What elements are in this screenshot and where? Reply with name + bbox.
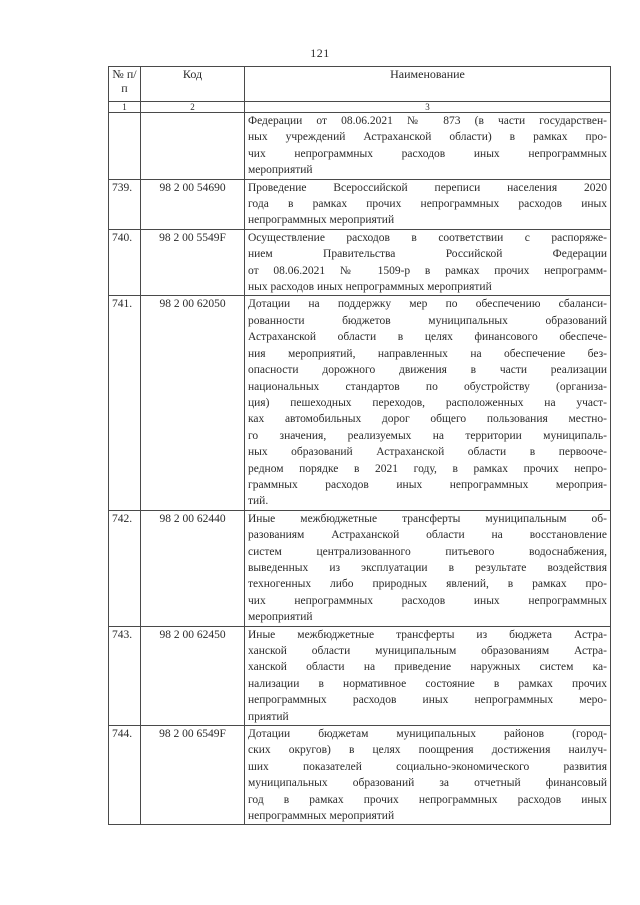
row-name-line: чих непрограммных расходов иных непрограммных xyxy=(248,594,607,607)
row-code xyxy=(141,113,245,180)
row-name-line: непрограммных мероприятий xyxy=(248,214,395,227)
header-num: № п/п xyxy=(109,67,141,102)
row-name-line: ных учреждений Астраханской области) в рамках про- xyxy=(248,131,607,144)
row-name xyxy=(245,179,611,229)
row-name-line: от 08.06.2021 № 1509-р в рамках прочих непрограмм- xyxy=(248,264,607,277)
row-name-line: нализации в нормативное состояние в рамках прочих xyxy=(248,677,607,690)
budget-classification-table xyxy=(108,66,611,825)
row-name xyxy=(245,726,611,825)
row-name-line: Иные межбюджетные трансферты муниципальным об- xyxy=(248,512,607,525)
row-name-line: ция) пешеходных переходов, расположенных на участ- xyxy=(248,396,607,409)
row-name-line: ских округов) в целях поощрения достижения наилуч- xyxy=(248,744,607,757)
row-name xyxy=(245,229,611,296)
row-name-line: непрограммных мероприятий xyxy=(248,810,395,823)
row-name-line: редном порядке в 2021 году, в рамках прочих непро- xyxy=(248,462,607,475)
row-name-line: выведенных из эксплуатации в результате воздействия xyxy=(248,561,607,574)
row-name-line: Дотации на поддержку мер по обеспечению сбаланси- xyxy=(248,298,607,311)
table-row xyxy=(109,113,611,180)
header-code: Код xyxy=(141,67,245,102)
row-name-line: года в рамках прочих непрограммных расходов иных xyxy=(248,198,607,211)
row-name-line: го значения, реализуемых на территории муниципаль- xyxy=(248,429,607,442)
row-number: 742. xyxy=(109,510,141,626)
column-index-3: 3 xyxy=(245,102,611,113)
row-number: 741. xyxy=(109,296,141,510)
row-name-line: ных расходов иных непрограммных мероприятий xyxy=(248,281,492,294)
column-index-1: 1 xyxy=(109,102,141,113)
row-name-line: ных образований Астраханской области в первооче- xyxy=(248,446,607,459)
row-name-line: муниципальных образований за отчетный финансовый xyxy=(248,777,607,790)
table-row xyxy=(109,626,611,725)
row-code: 98 2 00 6549F xyxy=(141,726,245,825)
row-name-line: нием Правительства Российской Федерации xyxy=(248,248,607,261)
row-code: 98 2 00 62450 xyxy=(141,626,245,725)
row-name-line: мероприятий xyxy=(248,164,313,177)
column-index-2: 2 xyxy=(141,102,245,113)
row-name-line: ханской области муниципальным образованиям Астра- xyxy=(248,645,607,657)
row-number: 743. xyxy=(109,626,141,725)
row-name-line: ханской области на приведение наружных систем ка- xyxy=(248,661,607,674)
row-name-line: непрограммных расходов иных непрограммных меро- xyxy=(248,694,607,707)
row-name-line: тий. xyxy=(248,495,269,508)
table-row xyxy=(109,510,611,626)
row-code: 98 2 00 62440 xyxy=(141,510,245,626)
row-name-line: Астраханской области в целях финансового обеспече- xyxy=(248,331,607,344)
row-name-line: граммных расходов иных непрограммных мероприя- xyxy=(248,478,607,491)
row-name-line: ках автомобильных дорог общего пользования местно- xyxy=(248,413,607,426)
table-header xyxy=(109,67,611,113)
row-number xyxy=(109,113,141,180)
row-name-line: систем централизованного питьевого водоснабжения, xyxy=(248,545,607,558)
row-number: 744. xyxy=(109,726,141,825)
row-name-line: рованности бюджетов муниципальных образований xyxy=(248,314,607,327)
row-name-line: Проведение Всероссийской переписи населения 2020 xyxy=(248,181,607,194)
row-number: 740. xyxy=(109,229,141,296)
row-name-line: мероприятий xyxy=(248,611,313,624)
row-name-line: Дотации бюджетам муниципальных районов (город- xyxy=(248,728,607,741)
row-name-line: год в рамках прочих непрограммных расходов иных xyxy=(248,793,607,806)
table-body xyxy=(109,113,611,825)
row-name xyxy=(245,113,611,180)
row-name-line: техногенных либо природных явлений, в рамках про- xyxy=(248,578,607,591)
row-name-line: опасности дорожного движения в части реализации xyxy=(248,364,607,377)
row-name-line: национальных стандартов по обустройству (организа- xyxy=(248,380,607,393)
row-name-line: ших показателей социально-экономического развития xyxy=(248,760,607,773)
table-row xyxy=(109,179,611,229)
row-number: 739. xyxy=(109,179,141,229)
row-name-line: разованиям Астраханской области на восстановление xyxy=(248,529,607,542)
page-number: 121 xyxy=(310,46,330,60)
table-row xyxy=(109,296,611,510)
table-row xyxy=(109,726,611,825)
row-code: 98 2 00 62050 xyxy=(141,296,245,510)
row-name xyxy=(245,626,611,725)
row-code: 98 2 00 5549F xyxy=(141,229,245,296)
row-name-line: Осуществление расходов в соответствии с распоряже- xyxy=(248,231,607,244)
row-name xyxy=(245,296,611,510)
row-name xyxy=(245,510,611,626)
row-name-line: приятий xyxy=(248,710,289,723)
row-code: 98 2 00 54690 xyxy=(141,179,245,229)
row-name-line: Федерации от 08.06.2021 № 873 (в части государствен- xyxy=(248,115,607,127)
row-name-line: Иные межбюджетные трансферты из бюджета Астра- xyxy=(248,628,607,641)
header-name: Наименование xyxy=(245,67,611,102)
row-name-line: чих непрограммных расходов иных непрограммных xyxy=(248,147,607,160)
row-name-line: ния мероприятий, направленных на обеспечение без- xyxy=(248,347,607,360)
table-row xyxy=(109,229,611,296)
